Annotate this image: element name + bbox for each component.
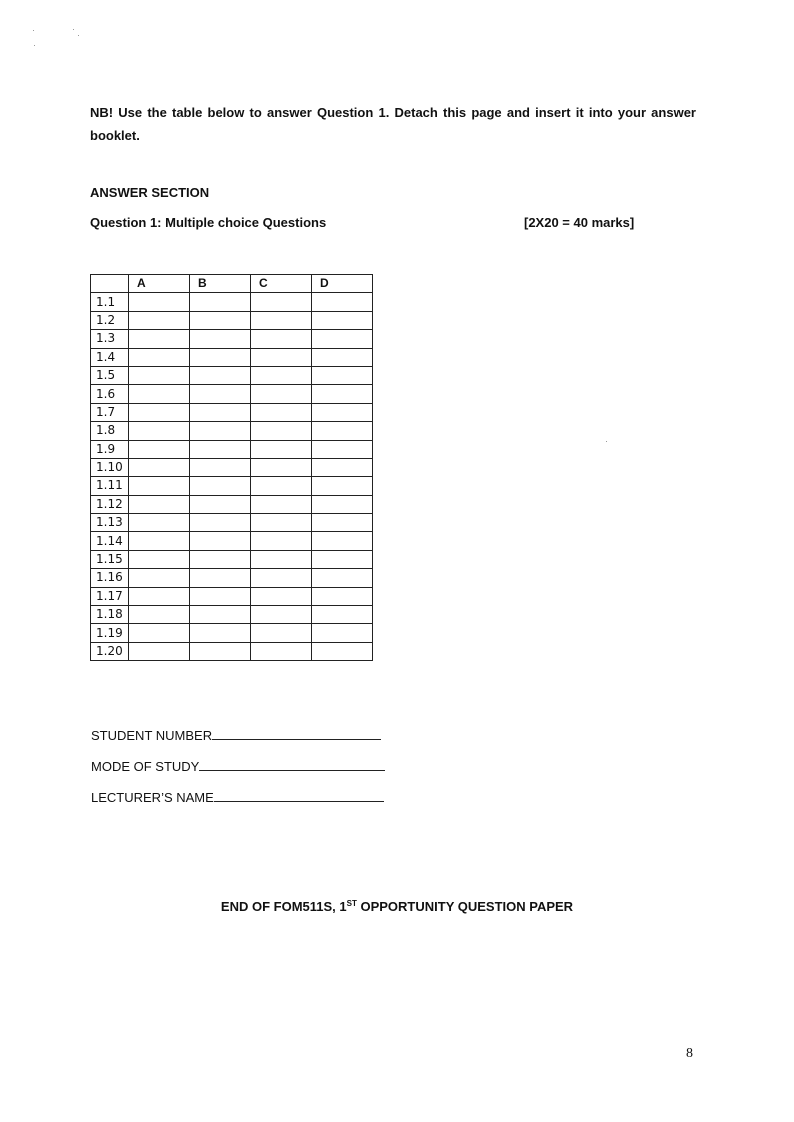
answer-cell-d[interactable]	[312, 624, 373, 642]
footer-prefix: END OF FOM511S, 1	[220, 899, 347, 914]
answer-cell-d[interactable]	[312, 348, 373, 366]
answer-row	[91, 514, 373, 532]
scan-speck	[606, 441, 607, 442]
answer-cell-d[interactable]	[312, 587, 373, 605]
answer-cell-b[interactable]	[190, 587, 251, 605]
answer-cell-b[interactable]	[190, 330, 251, 348]
answer-cell-c[interactable]	[251, 514, 312, 532]
header-option-d: D	[312, 275, 373, 293]
answer-cell-b[interactable]	[190, 366, 251, 384]
question-number-cell: 1.5	[91, 366, 129, 384]
student-number-label: STUDENT NUMBER	[91, 728, 213, 743]
question-number-cell: 1.8	[91, 422, 129, 440]
answer-cell-b[interactable]	[190, 514, 251, 532]
answer-cell-c[interactable]	[251, 495, 312, 513]
mode-of-study-label: MODE OF STUDY	[91, 759, 200, 774]
answer-cell-a[interactable]	[129, 422, 190, 440]
answer-cell-c[interactable]	[251, 330, 312, 348]
question-number-cell: 1.18	[91, 606, 129, 624]
answer-cell-c[interactable]	[251, 403, 312, 421]
answer-cell-b[interactable]	[190, 403, 251, 421]
answer-cell-c[interactable]	[251, 293, 312, 311]
answer-cell-a[interactable]	[129, 606, 190, 624]
answer-table	[90, 274, 373, 661]
scan-speck	[34, 45, 35, 46]
mode-of-study-field	[91, 758, 385, 774]
answer-cell-a[interactable]	[129, 587, 190, 605]
answer-cell-c[interactable]	[251, 624, 312, 642]
answer-cell-c[interactable]	[251, 477, 312, 495]
answer-row	[91, 642, 373, 660]
answer-cell-c[interactable]	[251, 587, 312, 605]
answer-row	[91, 458, 373, 476]
question-number-cell: 1.9	[91, 440, 129, 458]
answer-cell-a[interactable]	[129, 624, 190, 642]
answer-row	[91, 587, 373, 605]
question-number-cell: 1.14	[91, 532, 129, 550]
answer-cell-d[interactable]	[312, 422, 373, 440]
answer-cell-d[interactable]	[312, 642, 373, 660]
answer-cell-a[interactable]	[129, 569, 190, 587]
answer-cell-d[interactable]	[312, 458, 373, 476]
footer-suffix: OPPORTUNITY QUESTION PAPER	[356, 899, 574, 914]
answer-row	[91, 550, 373, 568]
answer-cell-a[interactable]	[129, 532, 190, 550]
answer-cell-d[interactable]	[312, 550, 373, 568]
question-number-cell: 1.3	[91, 330, 129, 348]
answer-row	[91, 366, 373, 384]
answer-row	[91, 293, 373, 311]
section-title: ANSWER SECTION	[90, 185, 210, 200]
student-number-line[interactable]	[212, 727, 381, 740]
answer-cell-c[interactable]	[251, 532, 312, 550]
question-title: Question 1: Multiple choice Questions	[90, 215, 327, 230]
question-number-cell: 1.15	[91, 550, 129, 568]
footer-superscript: ST	[346, 899, 357, 908]
answer-table-header-row	[91, 275, 373, 293]
answer-cell-b[interactable]	[190, 477, 251, 495]
lecturer-name-field	[91, 789, 384, 805]
question-number-cell: 1.13	[91, 514, 129, 532]
answer-cell-d[interactable]	[312, 293, 373, 311]
answer-cell-c[interactable]	[251, 348, 312, 366]
answer-cell-b[interactable]	[190, 624, 251, 642]
answer-row	[91, 569, 373, 587]
answer-cell-d[interactable]	[312, 606, 373, 624]
marks-allocation: [2X20 = 40 marks]	[524, 215, 635, 230]
answer-cell-a[interactable]	[129, 477, 190, 495]
answer-cell-c[interactable]	[251, 385, 312, 403]
answer-row	[91, 624, 373, 642]
student-number-field	[91, 727, 381, 743]
answer-cell-a[interactable]	[129, 293, 190, 311]
answer-cell-c[interactable]	[251, 569, 312, 587]
answer-cell-a[interactable]	[129, 514, 190, 532]
question-number-cell: 1.20	[91, 642, 129, 660]
answer-cell-d[interactable]	[312, 366, 373, 384]
header-option-b: B	[190, 275, 251, 293]
answer-cell-b[interactable]	[190, 348, 251, 366]
answer-row	[91, 495, 373, 513]
answer-cell-b[interactable]	[190, 550, 251, 568]
answer-cell-c[interactable]	[251, 458, 312, 476]
answer-cell-a[interactable]	[129, 366, 190, 384]
answer-cell-c[interactable]	[251, 422, 312, 440]
answer-cell-b[interactable]	[190, 385, 251, 403]
answer-cell-c[interactable]	[251, 550, 312, 568]
answer-cell-b[interactable]	[190, 495, 251, 513]
lecturer-name-line[interactable]	[214, 789, 384, 802]
answer-cell-c[interactable]	[251, 311, 312, 329]
answer-cell-a[interactable]	[129, 550, 190, 568]
lecturer-name-label: LECTURER’S NAME	[91, 790, 214, 805]
page-number: 8	[686, 1046, 693, 1061]
answer-cell-b[interactable]	[190, 293, 251, 311]
answer-cell-a[interactable]	[129, 458, 190, 476]
answer-row	[91, 422, 373, 440]
scan-speck	[78, 35, 79, 36]
answer-cell-d[interactable]	[312, 532, 373, 550]
question-number-cell: 1.2	[91, 311, 129, 329]
answer-cell-d[interactable]	[312, 330, 373, 348]
question-number-cell: 1.10	[91, 458, 129, 476]
answer-cell-d[interactable]	[312, 495, 373, 513]
answer-row	[91, 330, 373, 348]
answer-cell-b[interactable]	[190, 569, 251, 587]
answer-cell-b[interactable]	[190, 458, 251, 476]
question-number-cell: 1.16	[91, 569, 129, 587]
answer-cell-d[interactable]	[312, 514, 373, 532]
answer-cell-c[interactable]	[251, 366, 312, 384]
question-number-cell: 1.1	[91, 293, 129, 311]
question-number-cell: 1.19	[91, 624, 129, 642]
question-number-cell: 1.11	[91, 477, 129, 495]
answer-cell-b[interactable]	[190, 532, 251, 550]
question-number-cell: 1.12	[91, 495, 129, 513]
question-number-cell: 1.7	[91, 403, 129, 421]
answer-cell-b[interactable]	[190, 311, 251, 329]
answer-cell-b[interactable]	[190, 440, 251, 458]
header-option-c: C	[251, 275, 312, 293]
mode-of-study-line[interactable]	[199, 758, 385, 771]
answer-row	[91, 311, 373, 329]
answer-cell-c[interactable]	[251, 440, 312, 458]
question-number-cell: 1.17	[91, 587, 129, 605]
answer-cell-a[interactable]	[129, 385, 190, 403]
scan-speck	[73, 29, 74, 30]
answer-row	[91, 403, 373, 421]
answer-cell-d[interactable]	[312, 569, 373, 587]
scan-speck	[33, 30, 34, 31]
answer-cell-a[interactable]	[129, 642, 190, 660]
answer-cell-b[interactable]	[190, 642, 251, 660]
answer-cell-d[interactable]	[312, 385, 373, 403]
answer-cell-a[interactable]	[129, 440, 190, 458]
answer-cell-d[interactable]	[312, 403, 373, 421]
answer-cell-a[interactable]	[129, 403, 190, 421]
instruction-text: NB! Use the table below to answer Question 1. Detach this page and insert it into your answer booklet.	[90, 105, 696, 143]
answer-row	[91, 477, 373, 495]
answer-row	[91, 606, 373, 624]
answer-row	[91, 440, 373, 458]
answer-cell-c[interactable]	[251, 606, 312, 624]
answer-cell-b[interactable]	[190, 606, 251, 624]
answer-cell-a[interactable]	[129, 348, 190, 366]
header-blank-cell	[91, 275, 129, 293]
answer-row	[91, 348, 373, 366]
answer-cell-d[interactable]	[312, 311, 373, 329]
answer-row	[91, 532, 373, 550]
answer-cell-a[interactable]	[129, 495, 190, 513]
end-of-paper-title	[0, 899, 794, 914]
question-number-cell: 1.6	[91, 385, 129, 403]
answer-cell-c[interactable]	[251, 642, 312, 660]
question-number-cell: 1.4	[91, 348, 129, 366]
header-option-a: A	[129, 275, 190, 293]
answer-row	[91, 385, 373, 403]
answer-cell-d[interactable]	[312, 440, 373, 458]
answer-cell-a[interactable]	[129, 311, 190, 329]
answer-cell-a[interactable]	[129, 330, 190, 348]
answer-cell-d[interactable]	[312, 477, 373, 495]
answer-cell-b[interactable]	[190, 422, 251, 440]
